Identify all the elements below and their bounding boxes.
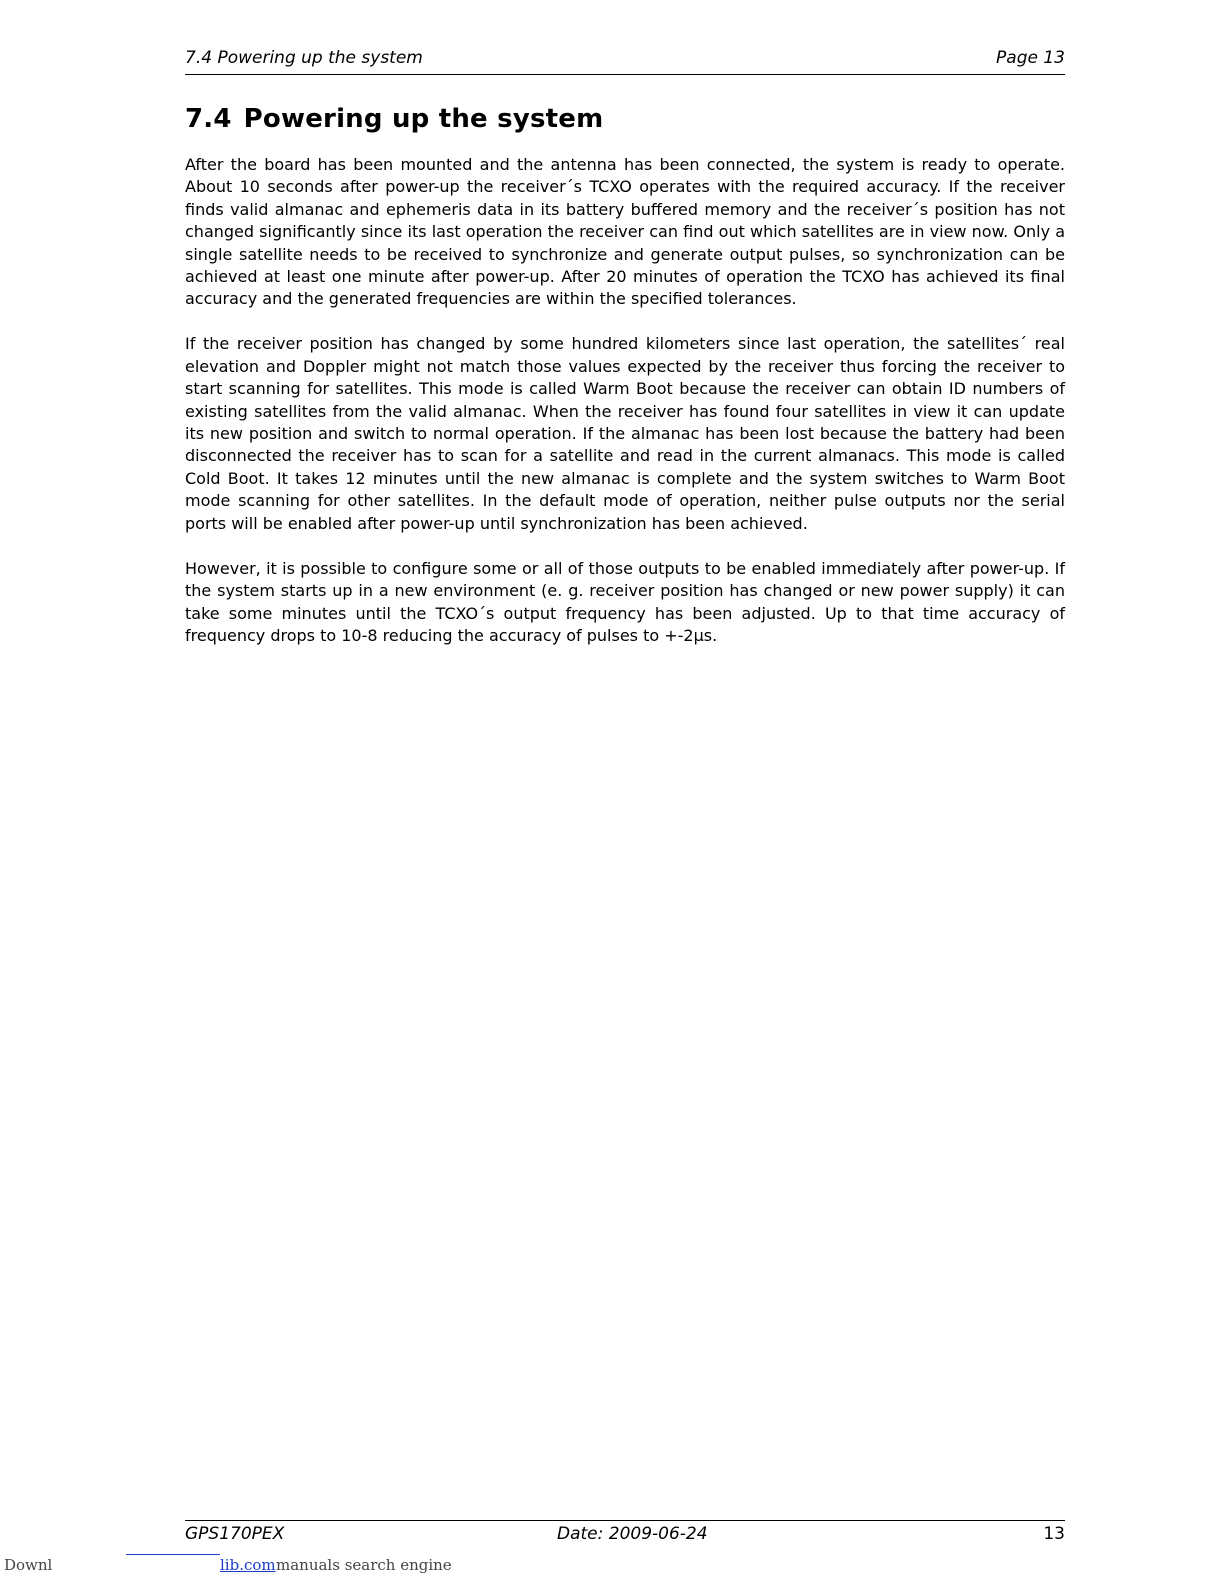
watermark-prefix: Downl (4, 1556, 53, 1574)
watermark-suffix: manuals search engine (276, 1556, 452, 1574)
body-text (185, 154, 1065, 670)
page-footer (185, 1520, 1065, 1547)
paragraph-2: If the receiver position has changed by some hundred kilometers since last operation, the satellites´ real elevation and Doppler might not match those values expected by the receiver thus forcing the receiver to start scanning for satellites. This mode is called Warm Boot because the receiver can obtain ID numbers of existing satellites from the valid almanac. When the receiver has found four satellites in view it can update its new position and switch to normal operation. If the almanac has been lost because the battery had been disconnected the receiver has to scan for a satellite and read in the current almanacs. This mode is called Cold Boot. It takes 12 minutes until the new almanac is complete and the system switches to Warm Boot mode scanning for other satellites. In the default mode of operation, neither pulse outputs nor the serial ports will be enabled after power-up until synchronization has been achieved. (185, 334, 1065, 533)
paragraph-1: After the board has been mounted and the antenna has been connected, the system is ready to operate. About 10 seconds after power-up the receiver´s TCXO operates with the required accuracy. If the receiver finds valid almanac and ephemeris data in its battery buffered memory and the receiver´s position has not changed significantly since its last operation the receiver can find out which satellites are in view now. Only a single satellite needs to be received to synchronize and generate output pulses, so synchronization can be achieved at least one minute after power-up. After 20 minutes of operation the TCXO has achieved its final accuracy and the generated frequencies are within the specified tolerances. (185, 155, 1065, 309)
section-title-text: Powering up the system (243, 104, 604, 134)
header-section-title: 7.4 Powering up the system (185, 48, 423, 68)
header-page-number: Page 13 (996, 48, 1065, 68)
section-heading (185, 104, 603, 134)
paragraph-3: However, it is possible to configure some or all of those outputs to be enabled immediately after power-up. If the system starts up in a new environment (e. g. receiver position has changed or new power supply) it can take some minutes until the TCXO´s output frequency has been adjusted. Up to that time accuracy of frequency drops to 10-8 reducing the accuracy of pulses to +-2µs. (185, 558, 1065, 645)
section-number: 7.4 (185, 104, 232, 134)
footer-date: Date: 2009-06-24 (557, 1524, 708, 1544)
page-header (185, 46, 1065, 75)
footer-product: GPS170PEX (185, 1524, 285, 1544)
watermark-link[interactable]: lib.com (220, 1556, 276, 1574)
footer-page-number: 13 (1043, 1524, 1065, 1544)
watermark-link-underline (126, 1554, 220, 1555)
